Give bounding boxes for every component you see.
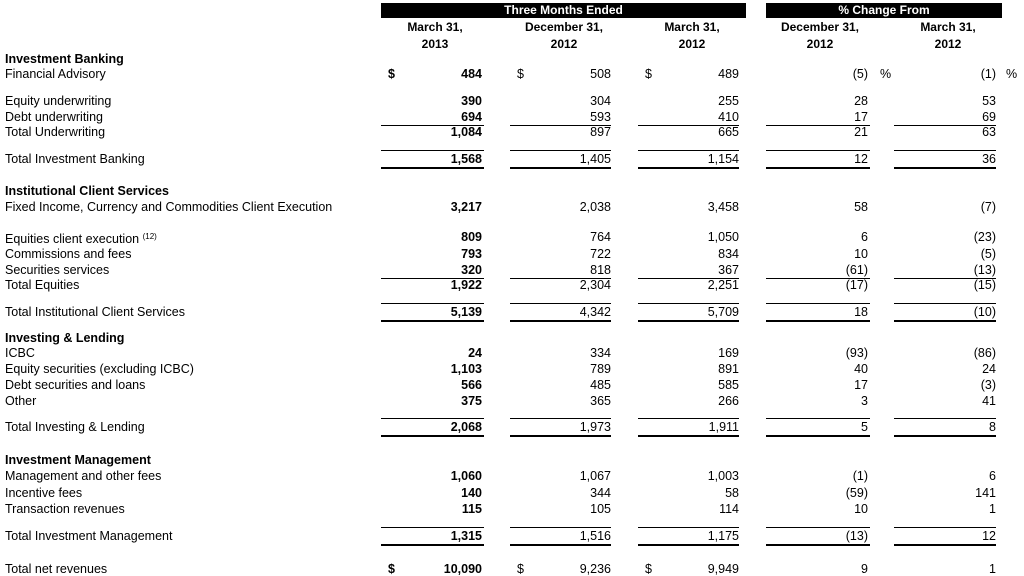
cell-value: 789 xyxy=(590,362,611,376)
cell-value: 818 xyxy=(590,263,611,277)
cell-value: 2,038 xyxy=(579,200,611,214)
cell-value: 8 xyxy=(989,420,996,434)
cell-value: 1,516 xyxy=(579,529,611,543)
cell-value: (7) xyxy=(980,200,996,214)
double-underline-rule xyxy=(638,544,739,546)
underline-rule xyxy=(766,418,870,419)
cell-value: 1,067 xyxy=(579,469,611,483)
cell-value: 24 xyxy=(468,346,482,360)
currency-symbol: $ xyxy=(388,67,395,81)
cell-value: (86) xyxy=(973,346,996,360)
row-label-text: Investing & Lending xyxy=(5,331,125,345)
section-heading xyxy=(5,183,169,199)
row-label-text: Total Institutional Client Services xyxy=(5,305,185,319)
cell-value: 694 xyxy=(461,110,482,124)
double-underline-rule xyxy=(381,435,484,437)
col-header-line1: March 31, xyxy=(664,20,720,34)
row-label-text: Total net revenues xyxy=(5,562,108,576)
row-label xyxy=(5,246,131,262)
row-label xyxy=(5,561,107,576)
cell-value: (1) xyxy=(980,67,996,81)
col-header-line1: December 31, xyxy=(524,20,604,34)
cell-value: 390 xyxy=(461,94,482,108)
row-label xyxy=(5,66,106,82)
underline-rule xyxy=(510,125,611,126)
cell-value: (61) xyxy=(845,263,868,277)
double-underline-rule xyxy=(510,544,611,546)
underline-rule xyxy=(894,418,996,419)
cell-value: 3 xyxy=(861,394,868,408)
cell-value: 1,154 xyxy=(707,152,739,166)
row-label-text: Management and other fees xyxy=(5,469,162,483)
cell-value: (3) xyxy=(980,378,996,392)
double-underline-rule xyxy=(894,435,996,437)
underline-rule xyxy=(381,278,484,279)
cell-value: 344 xyxy=(590,486,611,500)
underline-rule xyxy=(381,125,484,126)
cell-value: 9,236 xyxy=(579,562,611,576)
double-underline-rule xyxy=(894,320,996,322)
row-label xyxy=(5,377,145,393)
double-underline-rule xyxy=(510,435,611,437)
cell-value: 375 xyxy=(461,394,482,408)
underline-rule xyxy=(510,278,611,279)
underline-rule xyxy=(381,527,484,528)
cell-value: 10,090 xyxy=(443,562,482,576)
cell-value: 3,458 xyxy=(707,200,739,214)
underline-rule xyxy=(638,125,739,126)
row-label-text: Investment Banking xyxy=(5,52,124,66)
cell-value: 304 xyxy=(590,94,611,108)
double-underline-rule xyxy=(766,167,870,169)
row-label xyxy=(5,393,36,409)
row-label-text: Securities services xyxy=(5,263,110,277)
cell-value: 266 xyxy=(718,394,739,408)
cell-value: 1 xyxy=(989,502,996,516)
row-label-text: Incentive fees xyxy=(5,486,83,500)
row-label-text: Financial Advisory xyxy=(5,67,106,81)
double-underline-rule xyxy=(894,167,996,169)
col-header-line2: 2012 xyxy=(934,37,962,51)
underline-rule xyxy=(638,418,739,419)
row-label-text: Transaction revenues xyxy=(5,502,125,516)
row-label-text: Equity securities (excluding ICBC) xyxy=(5,362,194,376)
cell-value: 334 xyxy=(590,346,611,360)
row-label-text: Equities client execution xyxy=(5,232,140,246)
cell-value: 9 xyxy=(861,562,868,576)
underline-rule xyxy=(638,303,739,304)
double-underline-rule xyxy=(766,320,870,322)
cell-value: 484 xyxy=(461,67,482,81)
row-label-text: Fixed Income, Currency and Commodities Client Execution xyxy=(5,200,333,214)
cell-value: 1,973 xyxy=(579,420,611,434)
cell-value: 891 xyxy=(718,362,739,376)
col-header-line1: March 31, xyxy=(407,20,463,34)
double-underline-rule xyxy=(638,435,739,437)
cell-value: 1,315 xyxy=(450,529,482,543)
cell-value: 63 xyxy=(982,125,996,139)
cell-value: 36 xyxy=(982,152,996,166)
col-header-line2: 2013 xyxy=(421,37,449,51)
cell-value: 40 xyxy=(854,362,868,376)
row-label xyxy=(5,109,103,125)
section-heading xyxy=(5,330,124,346)
row-label xyxy=(5,361,194,377)
row-label-text: Other xyxy=(5,394,37,408)
cell-value: 10 xyxy=(854,247,868,261)
row-label xyxy=(5,304,185,320)
percent-symbol: % xyxy=(880,67,892,81)
cell-value: 1,568 xyxy=(450,152,482,166)
cell-value: (23) xyxy=(973,230,996,244)
cell-value: 834 xyxy=(718,247,739,261)
cell-value: (59) xyxy=(845,486,868,500)
cell-value: 17 xyxy=(854,110,868,124)
cell-value: 58 xyxy=(854,200,868,214)
cell-value: 485 xyxy=(590,378,611,392)
cell-value: 5,139 xyxy=(450,305,482,319)
cell-value: 1,103 xyxy=(450,362,482,376)
cell-value: 365 xyxy=(590,394,611,408)
cell-value: 320 xyxy=(461,263,482,277)
cell-value: 1,922 xyxy=(450,278,482,292)
cell-value: 367 xyxy=(718,263,739,277)
row-label-text: Investment Management xyxy=(5,453,151,467)
underline-rule xyxy=(510,150,611,151)
underline-rule xyxy=(510,527,611,528)
cell-value: 41 xyxy=(982,394,996,408)
section-heading xyxy=(5,51,124,67)
row-label-text: Debt underwriting xyxy=(5,110,103,124)
col-header-line1: March 31, xyxy=(920,20,976,34)
cell-value: (5) xyxy=(980,247,996,261)
cell-value: 141 xyxy=(975,486,996,500)
cell-value: 809 xyxy=(461,230,482,244)
cell-value: 53 xyxy=(982,94,996,108)
cell-value: 114 xyxy=(719,502,739,516)
cell-value: 1,003 xyxy=(707,469,739,483)
row-label-text: Total Underwriting xyxy=(5,125,106,139)
cell-value: 1,911 xyxy=(708,420,739,434)
cell-value: 105 xyxy=(590,502,611,516)
cell-value: 593 xyxy=(590,110,611,124)
cell-value: 2,251 xyxy=(707,278,739,292)
col-header-line1: December 31, xyxy=(780,20,860,34)
cell-value: 2,068 xyxy=(450,420,482,434)
cell-value: 255 xyxy=(718,94,739,108)
underline-rule xyxy=(766,278,870,279)
col-header-line2: 2012 xyxy=(550,37,578,51)
double-underline-rule xyxy=(381,320,484,322)
underline-rule xyxy=(381,418,484,419)
cell-value: 12 xyxy=(854,152,868,166)
cell-value: 566 xyxy=(461,378,482,392)
col-header-line2: 2012 xyxy=(806,37,834,51)
cell-value: 115 xyxy=(461,502,482,516)
row-label-text: Total Equities xyxy=(5,278,80,292)
cell-value: 17 xyxy=(854,378,868,392)
row-label-text: Total Investment Banking xyxy=(5,152,145,166)
cell-value: 722 xyxy=(590,247,611,261)
cell-value: 5,709 xyxy=(707,305,739,319)
cell-value: 169 xyxy=(718,346,739,360)
double-underline-rule xyxy=(381,167,484,169)
cell-value: 489 xyxy=(718,67,739,81)
double-underline-rule xyxy=(766,435,870,437)
row-label xyxy=(5,124,105,140)
cell-value: 410 xyxy=(718,110,739,124)
double-underline-rule xyxy=(894,544,996,546)
cell-value: (13) xyxy=(973,263,996,277)
underline-rule xyxy=(894,150,996,151)
underline-rule xyxy=(638,150,739,151)
cell-value: 1,050 xyxy=(707,230,739,244)
row-label-text: Total Investing & Lending xyxy=(5,420,145,434)
cell-value: (13) xyxy=(845,529,868,543)
underline-rule xyxy=(894,527,996,528)
cell-value: 6 xyxy=(989,469,996,483)
row-label xyxy=(5,277,79,293)
cell-value: 140 xyxy=(461,486,482,500)
row-label xyxy=(5,528,172,544)
underline-rule xyxy=(510,418,611,419)
cell-value: 58 xyxy=(725,486,739,500)
row-label xyxy=(5,262,109,278)
cell-value: 764 xyxy=(590,230,611,244)
row-label-text: Equity underwriting xyxy=(5,94,112,108)
cell-value: (1) xyxy=(852,469,868,483)
currency-symbol: $ xyxy=(645,67,652,81)
cell-value: 1,405 xyxy=(579,152,611,166)
cell-value: 1,175 xyxy=(707,529,739,543)
underline-rule xyxy=(638,527,739,528)
cell-value: (5) xyxy=(852,67,868,81)
cell-value: 5 xyxy=(861,420,868,434)
cell-value: 1,060 xyxy=(450,469,482,483)
row-label xyxy=(5,93,111,109)
cell-value: (15) xyxy=(973,278,996,292)
row-label-text: ICBC xyxy=(5,346,35,360)
footnote-marker: (12) xyxy=(142,232,157,241)
percent-symbol: % xyxy=(1006,67,1018,81)
currency-symbol: $ xyxy=(517,562,524,576)
currency-symbol: $ xyxy=(517,67,524,81)
underline-rule xyxy=(510,303,611,304)
row-label-text: Total Investment Management xyxy=(5,529,173,543)
cell-value: 4,342 xyxy=(579,305,611,319)
three-months-ended-header: Three Months Ended xyxy=(381,3,746,18)
cell-value: 10 xyxy=(854,502,868,516)
underline-rule xyxy=(766,303,870,304)
cell-value: 897 xyxy=(590,125,611,139)
row-label xyxy=(5,199,332,215)
cell-value: 3,217 xyxy=(450,200,482,214)
cell-value: 1 xyxy=(989,562,996,576)
underline-rule xyxy=(894,125,996,126)
row-label-text: Institutional Client Services xyxy=(5,184,169,198)
cell-value: 69 xyxy=(982,110,996,124)
row-label xyxy=(5,468,161,484)
double-underline-rule xyxy=(381,544,484,546)
cell-value: (17) xyxy=(845,278,868,292)
underline-rule xyxy=(894,278,996,279)
cell-value: 665 xyxy=(718,125,739,139)
row-label xyxy=(5,345,35,361)
cell-value: 21 xyxy=(854,125,868,139)
double-underline-rule xyxy=(638,320,739,322)
cell-value: (10) xyxy=(973,305,996,319)
cell-value: (93) xyxy=(845,346,868,360)
section-heading xyxy=(5,452,151,468)
cell-value: 508 xyxy=(590,67,611,81)
cell-value: 9,949 xyxy=(707,562,739,576)
underline-rule xyxy=(381,150,484,151)
row-label-text: Debt securities and loans xyxy=(5,378,146,392)
currency-symbol: $ xyxy=(388,562,395,576)
row-label xyxy=(5,485,82,501)
cell-value: 24 xyxy=(982,362,996,376)
row-label xyxy=(5,419,145,435)
cell-value: 2,304 xyxy=(579,278,611,292)
double-underline-rule xyxy=(766,544,870,546)
cell-value: 6 xyxy=(861,230,868,244)
underline-rule xyxy=(766,150,870,151)
double-underline-rule xyxy=(510,320,611,322)
percent-change-header: % Change From xyxy=(766,3,1002,18)
double-underline-rule xyxy=(510,167,611,169)
cell-value: 793 xyxy=(461,247,482,261)
cell-value: 28 xyxy=(854,94,868,108)
underline-rule xyxy=(381,303,484,304)
underline-rule xyxy=(766,125,870,126)
cell-value: 1,084 xyxy=(450,125,482,139)
col-header-line2: 2012 xyxy=(678,37,706,51)
double-underline-rule xyxy=(638,167,739,169)
underline-rule xyxy=(638,278,739,279)
underline-rule xyxy=(766,527,870,528)
cell-value: 12 xyxy=(982,529,996,543)
currency-symbol: $ xyxy=(645,562,652,576)
row-label xyxy=(5,151,145,167)
cell-value: 585 xyxy=(718,378,739,392)
row-label xyxy=(5,229,157,247)
row-label xyxy=(5,501,125,517)
cell-value: 18 xyxy=(854,305,868,319)
row-label-text: Commissions and fees xyxy=(5,247,132,261)
underline-rule xyxy=(894,303,996,304)
